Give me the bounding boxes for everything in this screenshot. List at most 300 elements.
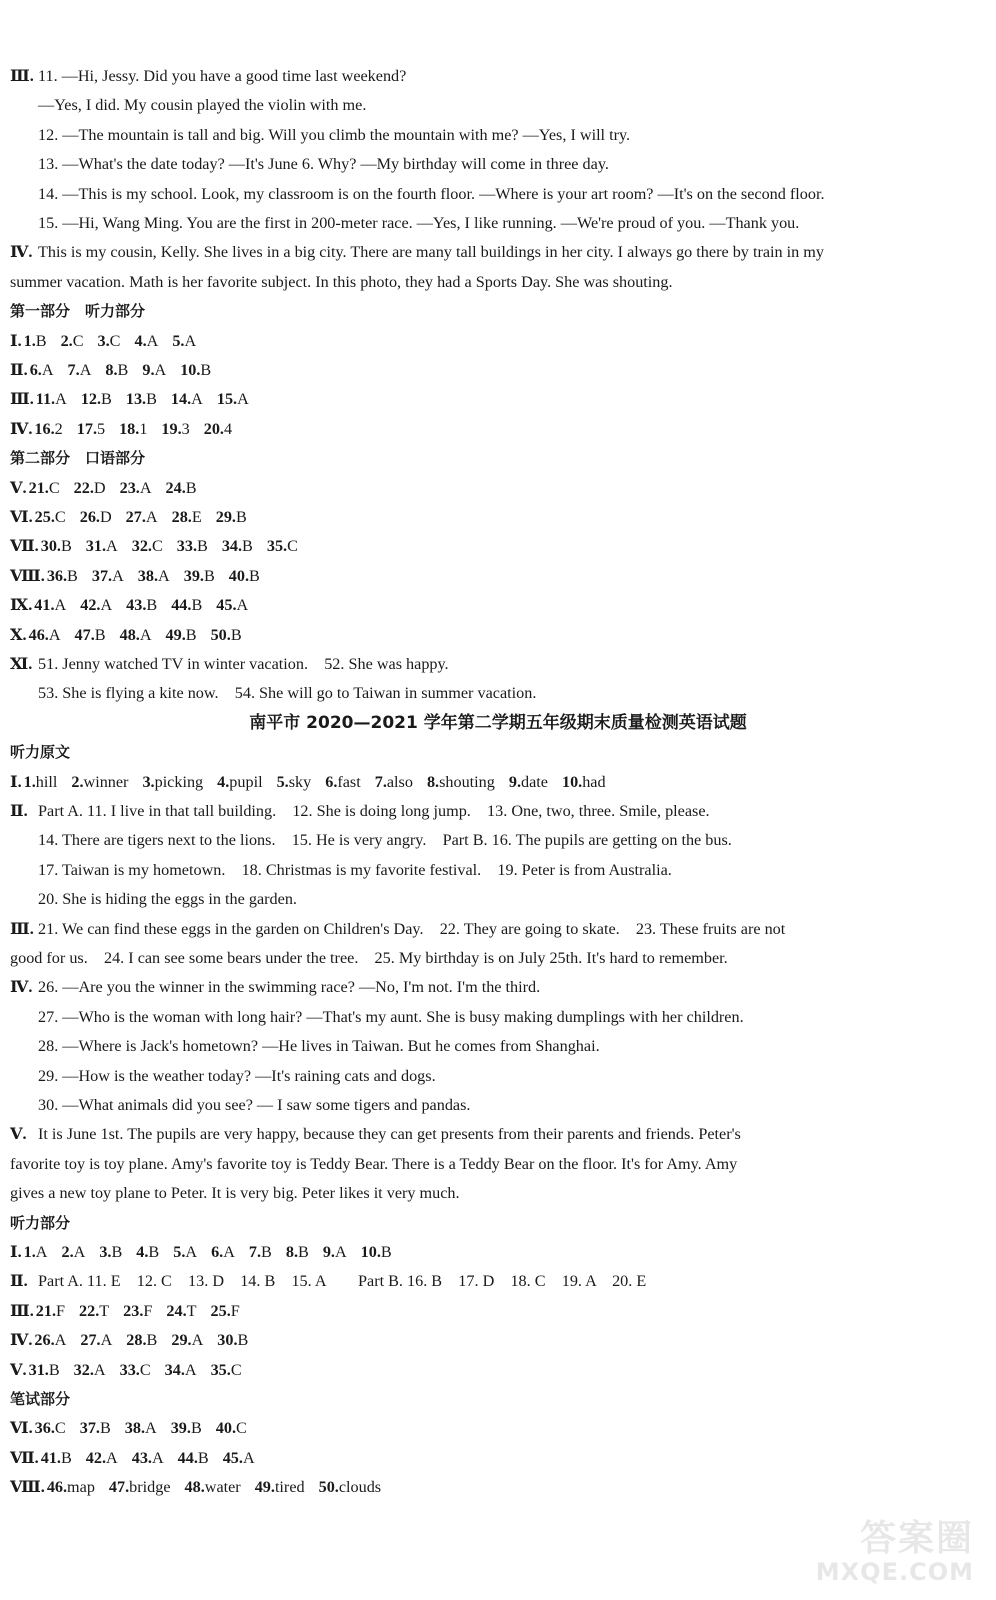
answer-item [119, 420, 147, 438]
answer-item [79, 1302, 109, 1320]
answer-item [136, 1243, 159, 1261]
question-number: 9. [508, 772, 521, 791]
question-number: 2. [71, 772, 84, 791]
answer-value: 4 [223, 419, 233, 438]
question-number: 40. [228, 566, 250, 585]
answer-item [211, 626, 242, 644]
answer-value: B [94, 625, 106, 644]
question-number: 45. [216, 596, 237, 615]
roman-numeral: Ⅱ. [10, 802, 28, 820]
question-number: 7. [374, 772, 387, 791]
question-number: 36. [34, 1419, 55, 1438]
answer-value: C [235, 1419, 247, 1438]
answer-value: A [145, 508, 158, 526]
question-number: 47. [74, 625, 95, 644]
answer-line [38, 90, 366, 120]
answer-item [29, 626, 61, 644]
question-number: 25. [210, 1301, 231, 1320]
line-text: 27. —Who is the woman with long hair? —That's my aunt. She is busy making dumplings with her children. [38, 1007, 744, 1026]
answer-item [29, 1361, 60, 1379]
question-number: 8. [285, 1243, 298, 1261]
question-number: 14. [170, 390, 192, 409]
answer-line [38, 179, 825, 209]
question-number: 1. [23, 1243, 36, 1261]
answer-line [38, 120, 630, 150]
answer-value: B [230, 625, 242, 644]
question-number: 6. [211, 1243, 224, 1261]
answer-item [229, 567, 260, 585]
answer-item [216, 1419, 247, 1437]
question-number: 5. [276, 772, 289, 791]
answer-line [38, 208, 799, 238]
answer-value: A [191, 390, 203, 409]
answer-value: B [242, 537, 253, 556]
question-number: 5. [172, 331, 185, 350]
question-number: 29. [215, 508, 236, 526]
answer-value: A [55, 390, 67, 409]
question-number: 27. [125, 508, 146, 526]
question-number: 19. [161, 419, 182, 438]
answer-item [47, 567, 78, 585]
answer-item [125, 1419, 157, 1437]
answer-item [92, 567, 124, 585]
line-text: 29. —How is the weather today? —It's raining cats and dogs. [38, 1066, 436, 1085]
answer-item [126, 596, 157, 614]
answer-value: C [287, 537, 298, 556]
answer-item [286, 1243, 309, 1261]
question-number: 36. [46, 566, 68, 585]
answer-line [10, 1178, 460, 1208]
question-number: 38. [124, 1419, 145, 1438]
answer-item [74, 479, 106, 497]
answer-value: C [54, 508, 66, 526]
answer-item [211, 1243, 235, 1261]
answer-value: B [99, 1419, 111, 1438]
answer-line [10, 620, 256, 650]
answer-item [142, 361, 166, 379]
answer-value: water [204, 1478, 241, 1497]
answer-line [10, 972, 540, 1002]
answer-item [185, 1478, 241, 1496]
roman-numeral: Ⅰ. [10, 1243, 22, 1261]
answer-value: pupil [229, 772, 263, 791]
answer-item [184, 567, 215, 585]
question-number: 24. [166, 1301, 187, 1320]
question-number: 28. [171, 508, 192, 526]
answer-line [10, 590, 262, 620]
answer-value: A [191, 1331, 204, 1350]
answer-value: had [582, 772, 606, 791]
answer-value: A [54, 1331, 67, 1350]
roman-numeral: Ⅸ. [10, 596, 33, 615]
question-number: 9. [142, 361, 155, 379]
line-text: It is June 1st. The pupils are very happy, because they can get presents from their parents and friends. Peter's [38, 1125, 741, 1144]
question-number: 9. [322, 1243, 335, 1261]
answer-line [38, 1031, 600, 1061]
question-number: 38. [137, 566, 159, 585]
answer-item [134, 332, 158, 350]
answer-item [30, 361, 54, 379]
answer-value: A [242, 1448, 255, 1467]
question-number: 7. [248, 1243, 262, 1261]
answer-line [38, 149, 609, 179]
question-number: 41. [40, 1448, 61, 1467]
answer-line [10, 943, 728, 973]
answer-item [61, 1243, 85, 1261]
answer-line [10, 1472, 395, 1502]
answer-value: B [146, 1331, 158, 1350]
answer-item [165, 1361, 197, 1379]
answer-item [34, 420, 62, 438]
answer-value: T [99, 1301, 110, 1320]
line-text: 笔试部分 [10, 1390, 71, 1408]
question-number: 2. [61, 1243, 74, 1261]
answer-item [138, 567, 170, 585]
question-number: 1. [23, 331, 36, 350]
answer-line [10, 326, 210, 356]
roman-numeral: Ⅲ. [10, 390, 34, 409]
answer-line [38, 825, 732, 855]
question-number: 27. [80, 1331, 101, 1350]
answer-value: B [148, 1243, 160, 1261]
answer-value: C [72, 331, 84, 350]
watermark-text-url: MXQE.COM [815, 1558, 974, 1586]
answer-item [35, 1419, 66, 1437]
question-number: 43. [126, 596, 147, 615]
answer-value: B [298, 1243, 309, 1261]
answer-line [10, 502, 261, 532]
answer-value: A [93, 1360, 106, 1379]
watermark-text-cn: 答案圈 [859, 1518, 974, 1559]
answer-item [34, 596, 66, 614]
answer-value: clouds [338, 1478, 382, 1497]
answer-item [171, 390, 203, 408]
question-number: 48. [184, 1478, 205, 1497]
answer-line [10, 1237, 406, 1267]
question-number: 43. [131, 1448, 152, 1467]
roman-numeral: Ⅷ. [10, 1478, 45, 1497]
answer-line [10, 796, 710, 826]
question-number: 42. [80, 596, 101, 615]
question-number: 10. [180, 361, 201, 379]
answer-value: C [139, 1360, 151, 1379]
question-number: 35. [266, 537, 288, 556]
line-text: favorite toy is toy plane. Amy's favorite toy is Teddy Bear. There is a Teddy Bear on the floor. It's for Amy. Amy [10, 1154, 738, 1173]
question-number: 47. [108, 1478, 130, 1497]
roman-numeral: Ⅲ. [10, 919, 34, 938]
answer-item [80, 1419, 111, 1437]
answer-item [178, 1449, 209, 1467]
answer-item [166, 626, 197, 644]
question-number: 6. [29, 361, 42, 379]
answer-item [123, 1302, 152, 1320]
answer-item [105, 361, 128, 379]
question-number: 1. [23, 772, 36, 791]
answer-value: B [67, 566, 78, 585]
answer-value: A [73, 1243, 86, 1261]
roman-numeral: Ⅵ. [10, 1419, 33, 1438]
answer-item [223, 1449, 255, 1467]
answer-line [10, 1119, 741, 1149]
answer-item [180, 361, 211, 379]
answer-item [120, 1361, 151, 1379]
answer-value: bridge [129, 1478, 171, 1497]
answer-item [277, 773, 312, 791]
line-text: 53. She is flying a kite now. 54. She will go to Taiwan in summer vacation. [38, 684, 537, 703]
line-text: 第一部分 听力部分 [10, 302, 146, 321]
answer-value: B [203, 566, 215, 585]
answer-line [10, 1266, 646, 1296]
line-text: 听力原文 [10, 743, 71, 762]
answer-item [74, 1361, 106, 1379]
answer-item [75, 626, 106, 644]
answer-item [34, 1331, 66, 1349]
question-number: 2. [60, 331, 73, 350]
answer-value: F [143, 1301, 153, 1320]
question-number: 46. [46, 1478, 68, 1497]
question-number: 5. [173, 1243, 186, 1261]
answer-line [38, 884, 297, 914]
answer-value: B [190, 1419, 202, 1438]
answer-item [120, 479, 152, 497]
answer-item [217, 390, 249, 408]
answer-value: A [41, 361, 54, 379]
answer-item [319, 1478, 382, 1496]
answer-value: A [151, 1448, 164, 1467]
answer-line [38, 1090, 470, 1120]
answer-line [38, 855, 672, 885]
line-text: 12. —The mountain is tall and big. Will you climb the mountain with me? —Yes, I will try. [38, 125, 631, 144]
answer-value: A [184, 1360, 197, 1379]
answer-item [29, 479, 60, 497]
line-text: —Yes, I did. My cousin played the violin with me. [38, 96, 367, 115]
answer-item [171, 1331, 203, 1349]
answer-value: shouting [439, 772, 495, 791]
answer-line [10, 1443, 269, 1473]
line-text: 14. There are tigers next to the lions. 15. He is very angry. Part B. 16. The pupils are getting on the bus. [38, 831, 732, 850]
answer-value: B [146, 390, 157, 409]
roman-numeral: Ⅰ. [10, 772, 22, 791]
answer-value: B [60, 1448, 72, 1467]
answer-value: picking [154, 772, 204, 791]
answer-item [562, 773, 606, 791]
answer-value: B [117, 361, 129, 379]
answer-line [10, 384, 263, 414]
question-number: 30. [217, 1331, 238, 1350]
answer-item [126, 390, 157, 408]
answer-value: B [237, 1331, 249, 1350]
answer-item [126, 508, 158, 526]
answer-line [10, 561, 274, 591]
section-heading [10, 1384, 70, 1414]
answer-value: hill [35, 772, 58, 791]
question-number: 44. [177, 1448, 198, 1467]
question-number: 35. [210, 1360, 231, 1379]
answer-item [509, 773, 548, 791]
answer-value: C [230, 1360, 242, 1379]
question-number: 42. [85, 1448, 107, 1467]
answer-value: fast [337, 772, 361, 791]
answer-value: A [237, 390, 249, 409]
question-number: 49. [165, 625, 186, 644]
line-text: 20. She is hiding the eggs in the garden. [38, 890, 297, 909]
answer-value: A [100, 1331, 113, 1350]
question-number: 32. [73, 1360, 94, 1379]
question-number: 22. [73, 478, 94, 497]
answer-value: F [230, 1301, 240, 1320]
answer-item [171, 1419, 202, 1437]
question-number: 45. [222, 1448, 243, 1467]
answer-item [36, 390, 67, 408]
answer-line [10, 1325, 262, 1355]
question-number: 34. [221, 537, 243, 556]
answer-line [10, 914, 785, 944]
question-number: 48. [119, 625, 140, 644]
answer-item [249, 1243, 272, 1261]
question-number: 15. [216, 390, 238, 409]
question-number: 4. [134, 331, 147, 350]
answer-line [10, 531, 312, 561]
answer-value: A [154, 361, 167, 379]
answer-value: A [106, 537, 118, 556]
roman-numeral: Ⅷ. [10, 566, 45, 585]
answer-line [10, 1149, 737, 1179]
answer-value: A [145, 1419, 157, 1438]
answer-item [36, 1302, 65, 1320]
line-text: 13. —What's the date today? —It's June 6. Why? —My birthday will come in three day. [38, 155, 609, 174]
answer-value: B [197, 1448, 209, 1467]
answer-item [81, 390, 112, 408]
section-heading [10, 296, 145, 326]
question-number: 46. [28, 625, 49, 644]
roman-numeral: Ⅴ. [10, 1360, 27, 1379]
roman-numeral: Ⅵ. [10, 508, 33, 526]
roman-numeral: Ⅴ. [10, 1125, 27, 1144]
line-text: 51. Jenny watched TV in winter vacation. 52. She was happy. [38, 655, 449, 673]
roman-numeral: Ⅲ. [10, 67, 34, 85]
answer-item [173, 1243, 197, 1261]
answer-line [38, 1061, 436, 1091]
roman-numeral: Ⅱ. [10, 1272, 28, 1291]
answer-value: B [185, 478, 197, 497]
roman-numeral: Ⅶ. [10, 1448, 39, 1467]
answer-item [109, 1478, 171, 1496]
question-number: 29. [171, 1331, 192, 1350]
answer-value: B [185, 625, 197, 644]
question-number: 32. [131, 537, 152, 556]
answer-value: D [93, 478, 106, 497]
answer-value: B [48, 1360, 60, 1379]
line-text: 30. —What animals did you see? — I saw some tigers and pandas. [38, 1096, 471, 1114]
question-number: 11. [35, 390, 56, 409]
answer-value: date [521, 772, 548, 791]
line-text: 听力部分 [10, 1213, 71, 1232]
line-text: 南平市 2020—2021 学年第二学期五年级期末质量检测英语试题 [249, 712, 747, 733]
answer-item [68, 361, 92, 379]
question-number: 31. [28, 1360, 49, 1379]
question-number: 34. [164, 1360, 185, 1379]
question-number: 41. [34, 596, 55, 615]
answer-value: D [99, 508, 112, 526]
roman-numeral: Ⅴ. [10, 478, 27, 497]
answer-value: also [386, 772, 413, 791]
answer-item [171, 596, 202, 614]
question-number: 3. [97, 331, 110, 350]
answer-value: tired [274, 1478, 305, 1497]
answer-item [216, 596, 248, 614]
answer-item [61, 332, 84, 350]
question-number: 4. [136, 1243, 149, 1261]
answer-item [172, 332, 196, 350]
roman-numeral: Ⅰ. [10, 331, 22, 350]
question-number: 6. [325, 772, 338, 791]
question-number: 23. [123, 1301, 144, 1320]
answer-value: B [380, 1243, 392, 1261]
line-text: 28. —Where is Jack's hometown? —He lives in Taiwan. But he comes from Shanghai. [38, 1037, 600, 1056]
answer-value: A [79, 361, 92, 379]
answer-value: E [191, 508, 202, 526]
question-number: 50. [210, 625, 231, 644]
question-number: 8. [426, 772, 440, 791]
question-number: 12. [80, 390, 102, 409]
answer-value: B [146, 596, 158, 615]
answer-value: 3 [181, 419, 190, 438]
question-number: 39. [170, 1419, 191, 1438]
answer-value: A [48, 625, 61, 644]
answer-value: B [191, 596, 203, 615]
question-number: 37. [79, 1419, 100, 1438]
answer-item [99, 1243, 122, 1261]
line-text: 第二部分 口语部分 [10, 449, 146, 468]
answer-item [98, 332, 121, 350]
section-heading [10, 1208, 70, 1238]
answer-item [177, 537, 208, 555]
answer-value: A [158, 566, 170, 585]
roman-numeral: Ⅳ. [10, 1331, 33, 1350]
answer-item [47, 1478, 95, 1496]
question-number: 37. [91, 566, 113, 585]
section-heading [10, 737, 70, 767]
roman-numeral: Ⅹ. [10, 625, 27, 644]
answer-item [222, 537, 253, 555]
watermark-logo [815, 1510, 974, 1586]
answer-value: A [236, 596, 249, 615]
answer-value: B [235, 508, 247, 526]
answer-item [80, 508, 112, 526]
line-text: gives a new toy plane to Peter. It is very big. Peter likes it very much. [10, 1184, 460, 1203]
answer-item [86, 537, 118, 555]
question-number: 18. [119, 419, 140, 438]
answer-value: A [223, 1243, 235, 1261]
roman-numeral: Ⅶ. [10, 537, 39, 556]
answer-value: winner [83, 772, 129, 791]
answer-item [217, 773, 262, 791]
line-text: Part A. 11. E 12. C 13. D 14. B 15. A Part B. 16. B 17. D 18. C 19. A 20. E [38, 1272, 647, 1291]
answer-item [35, 508, 66, 526]
question-number: 28. [126, 1331, 147, 1350]
answer-item [361, 1243, 392, 1261]
question-number: 16. [34, 419, 55, 438]
question-number: 17. [76, 419, 97, 438]
answer-line [10, 1296, 254, 1326]
question-number: 33. [176, 537, 197, 556]
roman-numeral: Ⅺ. [10, 655, 33, 673]
answer-value: A [35, 1243, 48, 1261]
answer-value: B [200, 361, 212, 379]
answer-item [216, 508, 247, 526]
answer-value: sky [288, 772, 312, 791]
line-text: 21. We can find these eggs in the garden on Children's Day. 22. They are going to skate. 23. These fruits are not [38, 919, 786, 938]
